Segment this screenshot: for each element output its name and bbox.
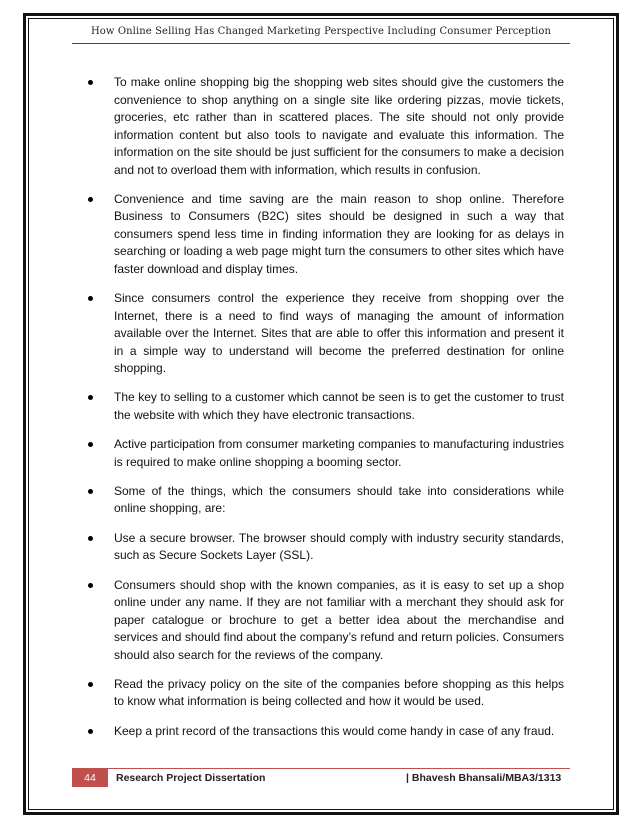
bullet-icon bbox=[88, 296, 93, 301]
list-item bbox=[88, 723, 564, 741]
list-item-text: Since consumers control the experience they receive from shopping over the Internet, there is a need to find ways of managing the amount of information available over the Internet. Sites that are able to offer this information and present it in a simple way to understand will become the preferred destination for online shopping. bbox=[114, 291, 564, 376]
list-item bbox=[88, 74, 564, 179]
bullet-icon bbox=[88, 489, 93, 494]
bullet-icon bbox=[88, 729, 93, 734]
page-footer bbox=[72, 768, 570, 787]
list-item-text: Use a secure browser. The browser should comply with industry security standards, such as Secure Sockets Layer (SSL). bbox=[114, 530, 564, 563]
page-number: 44 bbox=[72, 769, 108, 787]
footer-document-title: Research Project Dissertation bbox=[116, 772, 266, 784]
list-item bbox=[88, 389, 564, 424]
list-item bbox=[88, 191, 564, 279]
list-item-text: Active participation from consumer marketing companies to manufacturing industries is required to make online shopping a booming sector. bbox=[114, 437, 564, 469]
page-content bbox=[88, 74, 564, 752]
list-item-text: Some of the things, which the consumers should take into considerations while online shopping, are: bbox=[114, 483, 564, 516]
list-item bbox=[88, 483, 564, 518]
list-item bbox=[88, 530, 564, 565]
bullet-icon bbox=[88, 80, 93, 85]
list-item-text: Consumers should shop with the known companies, as it is easy to set up a shop online under any name. If they are not familiar with a merchant they should ask for paper catalogue or brochure to get a better idea about the merchandise and services and should find about the company’s refund and return policies. Consumers should also search for the reviews of the company. bbox=[114, 577, 564, 662]
bullet-icon bbox=[88, 442, 93, 447]
bullet-icon bbox=[88, 395, 93, 400]
bullet-icon bbox=[88, 536, 93, 541]
list-item bbox=[88, 290, 564, 378]
running-header: How Online Selling Has Changed Marketing Perspective Including Consumer Perception bbox=[90, 26, 552, 37]
list-item bbox=[88, 577, 564, 665]
bullet-icon bbox=[88, 682, 93, 687]
footer-author: | Bhavesh Bhansali/MBA3/1313 bbox=[406, 772, 562, 784]
list-item bbox=[88, 676, 564, 711]
bullet-icon bbox=[88, 583, 93, 588]
list-item-text: The key to selling to a customer which cannot be seen is to get the customer to trust the website with which they have electronic transactions. bbox=[114, 390, 564, 422]
list-item-text: Read the privacy policy on the site of the companies before shopping as this helps to know what information is being collected and how it would be used. bbox=[114, 676, 564, 709]
header-rule bbox=[72, 43, 570, 44]
bullet-list bbox=[88, 74, 564, 740]
bullet-icon bbox=[88, 197, 93, 202]
list-item-text: Keep a print record of the transactions this would come handy in case of any fraud. bbox=[114, 723, 555, 738]
list-item bbox=[88, 436, 564, 471]
list-item-text: To make online shopping big the shopping web sites should give the customers the convenience to shop anything on a single site like ordering pizzas, movie tickets, groceries, etc rather than in scattered places. The site should not only provide information content but also tools to navigate and evaluate this information. The information on the site should be just sufficient for the consumers to make a decision and not to overload them with information, which results in confusion. bbox=[114, 75, 564, 177]
list-item-text: Convenience and time saving are the main reason to shop online. Therefore Business to Consumers (B2C) sites should be designed in such a way that consumers spend less time in finding information they are looking for as delays in searching or loading a web page might turn the consumers to other sites which have faster download and display times. bbox=[114, 191, 564, 276]
